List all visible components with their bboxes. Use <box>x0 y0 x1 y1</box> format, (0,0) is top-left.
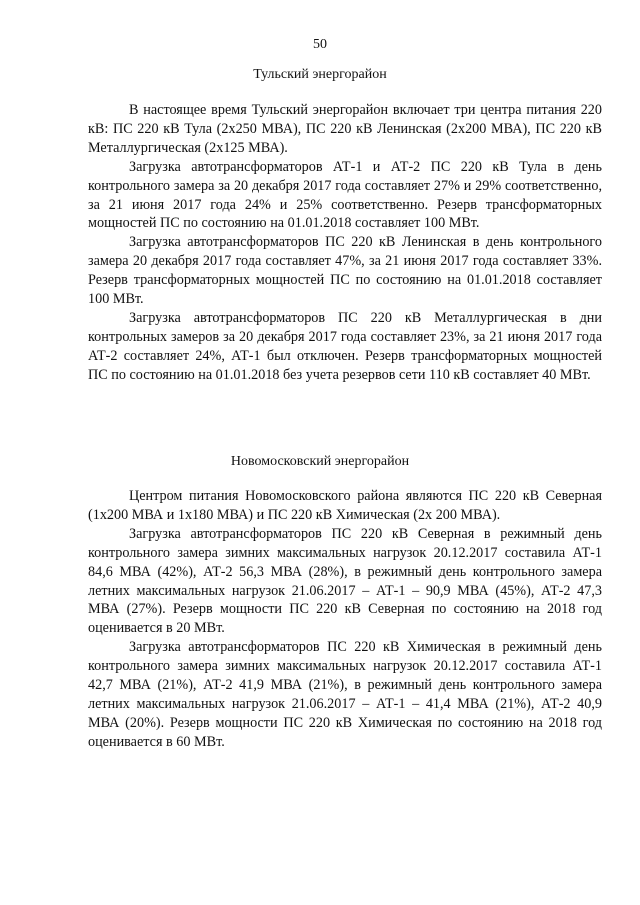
paragraph: Центром питания Новомосковского района являются ПС 220 кВ Северная (1х200 МВА и 1х180 МВА) и ПС 220 кВ Химическая (2х 200 МВА). <box>88 488 602 523</box>
section-body-novomoskovsk <box>88 487 602 752</box>
paragraph: Загрузка автотрансформаторов ПС 220 кВ Ленинская в день контрольного замера 20 декабря 2017 года составляет 47%, за 21 июня 2017 года составляет 33%. Резерв трансформаторных мощностей ПС по состоянию на 01.01.2018 составляет 100 МВт. <box>88 234 602 308</box>
paragraph: Загрузка автотрансформаторов АТ-1 и АТ-2 ПС 220 кВ Тула в день контрольного замера за 20 декабря 2017 года составляет 27% и 29% соответственно, за 21 июня 2017 года 24% и 25% соответственно. Резерв трансформаторных мощностей ПС по состоянию на 01.01.2018 составляет 100 МВт. <box>88 158 602 232</box>
paragraph: Загрузка автотрансформаторов ПС 220 кВ Северная в режимный день контрольного замера зимних максимальных нагрузок 20.12.2017 составила АТ-1 84,6 МВА (42%), АТ-2 56,3 МВА (28%), в режимный день контрольного замера летних максимальных нагрузок 21.06.2017 – АТ-1 – 90,9 МВА (45%), АТ-2 47,3 МВА (27%). Резерв мощности ПС 220 кВ Северная по состоянию на 2018 год оценивается в 20 МВт. <box>88 525 602 637</box>
paragraph: Загрузка автотрансформаторов ПС 220 кВ Металлургическая в дни контрольных замеров за 20 декабря 2017 года составляет 23%, за 21 июня 2017 года АТ-2 составляет 24%, АТ-1 был отключен. Резерв трансформаторных мощностей ПС по состоянию на 01.01.2018 без учета резервов сети 110 кВ составляет 40 МВт. <box>88 309 602 383</box>
section-heading-novomoskovsk: Новомосковский энергорайон <box>230 454 410 469</box>
section-body-tula <box>88 101 602 385</box>
section-heading-tula: Тульский энергорайон <box>253 67 387 82</box>
paragraph: Загрузка автотрансформаторов ПС 220 кВ Химическая в режимный день контрольного замера зимних максимальных нагрузок 20.12.2017 составила АТ-1 42,7 МВА (21%), АТ-2 41,9 МВА (21%), в режимный день контрольного замера летних максимальных нагрузок 21.06.2017 – АТ-1 – 41,4 МВА (21%), АТ-2 40,9 МВА (20%). Резерв мощности ПС 220 кВ Химическая по состоянию на 2018 год оценивается в 60 МВт. <box>88 639 602 750</box>
page-number: 50 <box>313 37 327 52</box>
paragraph: В настоящее время Тульский энергорайон включает три центра питания 220 кВ: ПС 220 кВ Тула (2х250 МВА), ПС 220 кВ Ленинская (2х200 МВА), ПС 220 кВ Металлургическая (2х125 МВА). <box>88 102 602 156</box>
